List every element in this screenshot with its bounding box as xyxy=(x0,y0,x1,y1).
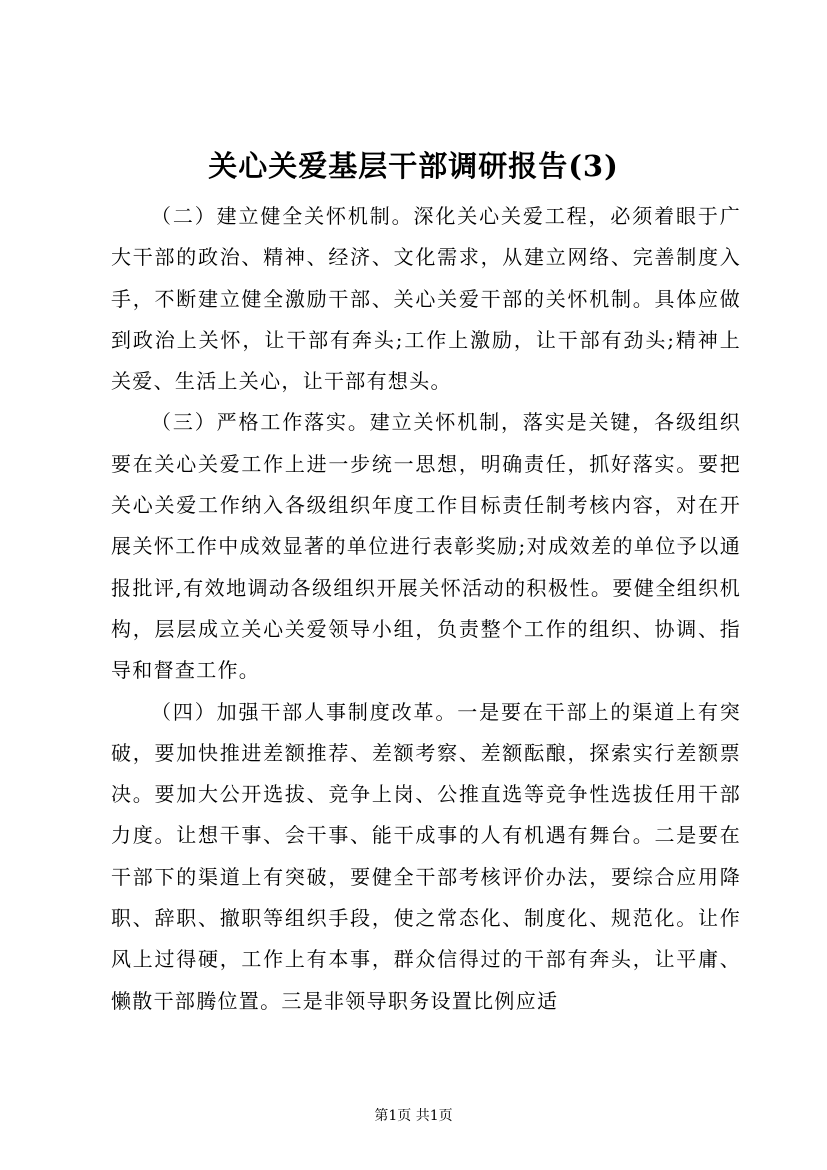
document-title: 关心关爱基层干部调研报告(3) xyxy=(208,149,619,183)
paragraph-3: （三）严格工作落实。建立关怀机制，落实是关键，各级组织要在关心关爱工作上进一步统一思想，明确责任，抓好落实。要把关心关爱工作纳入各级组织年度工作目标责任制考核内容，对在开展关怀工作中成效显著的单位进行表彰奖励;对成效差的单位予以通报批评,有效地调动各级组织开展关怀活动的积极性。要健全组织机构，层层成立关心关爱领导小组，负责整个工作的组织、协调、指导和督查工作。 xyxy=(111,410,741,683)
paragraph-4: （四）加强干部人事制度改革。一是要在干部上的渠道上有突破，要加快推进差额推荐、差额考察、差额酝酿，探索实行差额票决。要加大公开选拔、竞争上岗、公推直选等竞争性选拔任用干部力度。让想干事、会干事、能干成事的人有机遇有舞台。二是要在干部下的渠道上有突破，要健全干部考核评价办法，要综合应用降职、辞职、撤职等组织手段，使之常态化、制度化、规范化。让作风上过得硬，工作上有本事，群众信得过的干部有奔头，让平庸、懒散干部腾位置。三是非领导职务设置比例应适 xyxy=(111,699,741,1013)
page-number: 第1页 共1页 xyxy=(374,1108,453,1124)
paragraph-2: （二）建立健全关怀机制。深化关心关爱工程，必须着眼于广大干部的政治、精神、经济、文化需求，从建立网络、完善制度入手，不断建立健全激励干部、关心关爱干部的关怀机制。具体应做到政治上关怀，让干部有奔头;工作上激励，让干部有劲头;精神上关爱、生活上关心，让干部有想头。 xyxy=(111,204,741,394)
document-body xyxy=(111,196,741,1022)
